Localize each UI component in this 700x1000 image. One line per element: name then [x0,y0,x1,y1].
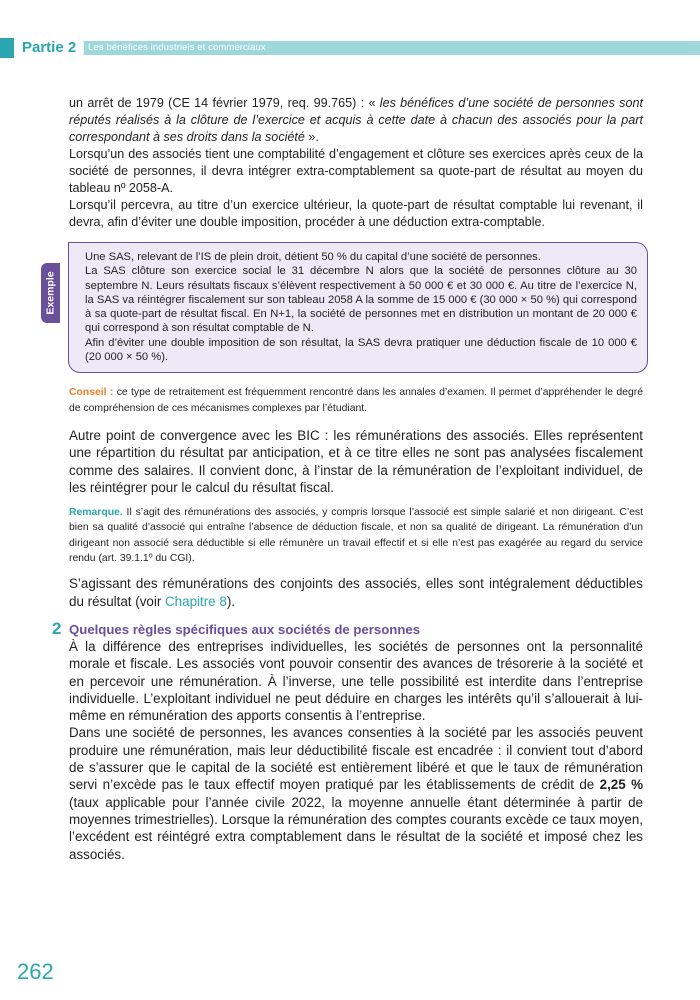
paragraph-conjoints [69,575,643,610]
paragraph-remunerations: Autre point de convergence avec les BIC : les rémunérations des associés. Elles représentent une répartition du résultat par anticipation, et à ce titre elles ne sont pas analysées fiscalement comme des salaires. Il convient donc, à l’instar de la rémunération de l’exploitant individuel, de les réintégrer pour le calcul du résultat fiscal. [69,427,643,495]
conseil-note [69,385,643,416]
section-number: 2 [52,618,62,638]
conseil-label: Conseil : [69,387,114,399]
example-tab [41,263,60,323]
running-header-title: Les bénéfices industriels et commerciaux [88,42,266,53]
paragraph-arret [69,95,643,146]
section-title: Quelques règles spécifiques aux sociétés de personnes [69,621,421,637]
paragraph-text: (taux applicable pour l’année civile 2022, la moyenne annuelle étant déterminée à partir de moyennes trimestrielles). Lorsque la rémunération des comptes courants excède ce taux moyen, l’excédent est réintégré extra comptablement dans le résultat de la société et imposé chez les associés. [69,794,643,862]
paragraph-text: ». [304,130,319,144]
rate-value: 2,25 % [599,777,643,793]
part-label: Partie 2 [14,38,84,58]
example-tab-label: Exemple [44,271,57,315]
paragraph-text: S’agissant des rémunérations des conjoints des associés, elles sont intégralement déductibles du résultat (voir [69,576,643,609]
conseil-text: ce type de retraitement est fréquemment rencontré dans les annales d’examen. Il permet d’appréhender le degré de compréhension de ces mécanismes complexes par l’étudiant. [69,387,643,414]
example-line: Afin d’éviter une double imposition de son résultat, la SAS devra pratiquer une déduction fiscale de 10 000 € (20 000 × 50 %). [85,336,637,364]
paragraph-text: Dans une société de personnes, les avances consenties à la société par les associés peuvent produire une rémunération, mais leur déductibilité fiscale est encadrée : il convient tout d’abord de s’assurer que le capital de la société est entièrement libéré et que le taux de rémunération servi n’excède pas le taux effectif moyen pratiqué par les établissements de crédit de [69,725,643,793]
remarque-label: Remarque. [69,507,123,519]
remarque-note [69,505,643,566]
section-heading [52,618,643,638]
page-content [44,95,643,863]
paragraph-deduction: Lorsqu’il percevra, au titre d’un exercice ultérieur, la quote-part de résultat comptable lui revenant, il devra, afin d’éviter une double imposition, procéder à une déduction extra-comptable. [69,198,643,229]
page-number: 262 [17,959,54,984]
example-box [44,242,648,373]
quote-text: les bénéfices d’une société de personnes sont réputés réalisés à la clôture de l’exercice et acquis à cette date à chacun des associés pour la part correspondant à ses droits dans la société [69,96,643,144]
remarque-text: Il s’agit des rémunérations des associés, y compris lorsque l’associé est simple salarié et non dirigeant. C’est bien sa qualité d’associé qui entraîne l’absence de déduction fiscale, et non sa qualité de dirigeant. La rémunération d’un dirigeant non associé sera déductible si elle rémunère un travail effectif et si elle n’est pas exagérée au regard du service rendu (art. 39.1.1º du CGI). [69,507,643,565]
paragraph-text: ). [226,593,235,609]
paragraph-avances [69,724,643,862]
example-line: La SAS clôture son exercice social le 31 décembre N alors que la société de personnes clôture au 30 septembre N. Leurs résultats fiscaux s’élèvent respectivement à 50 000 € et 30 000 €. Au titre de l’exercice N, la SAS va réintégrer fiscalement sur son tableau 2058 A la somme de 15 000 € (30 000 × 50 %) qui correspond à sa quote-part de résultat fiscal. En N+1, la société de personnes met en distribution un montant de 20 000 € qui correspond à son résultat comptable de N. [85,265,637,335]
paragraph-personnalite: À la différence des entreprises individuelles, les sociétés de personnes ont la personnalité morale et fiscale. Les associés vont pouvoir consentir des avances de trésorerie à la société et en percevoir une rémunération. À l’inverse, une telle possibilité est interdite dans l’entreprise individuelle. L’exploitant individuel ne peut déduire en charges les intérêts qu’il s’allouerait à lui-même en rémunération des apports consentis à l’entreprise. [69,638,643,724]
paragraph-text: un arrêt de 1979 (CE 14 février 1979, req. 99.765) : « [69,96,380,110]
paragraph-engagement: Lorsqu’un des associés tient une comptabilité d’engagement et clôture ses exercices après ceux de la société de personnes, il devra intégrer extra-comptablement sa quote-part de résultat au moyen du tableau nº 2058-A. [69,147,643,195]
example-line: Une SAS, relevant de l’IS de plein droit, détient 50 % du capital d’une société de personnes. [85,251,541,263]
chapter-8-link[interactable]: Chapitre 8 [165,593,227,609]
